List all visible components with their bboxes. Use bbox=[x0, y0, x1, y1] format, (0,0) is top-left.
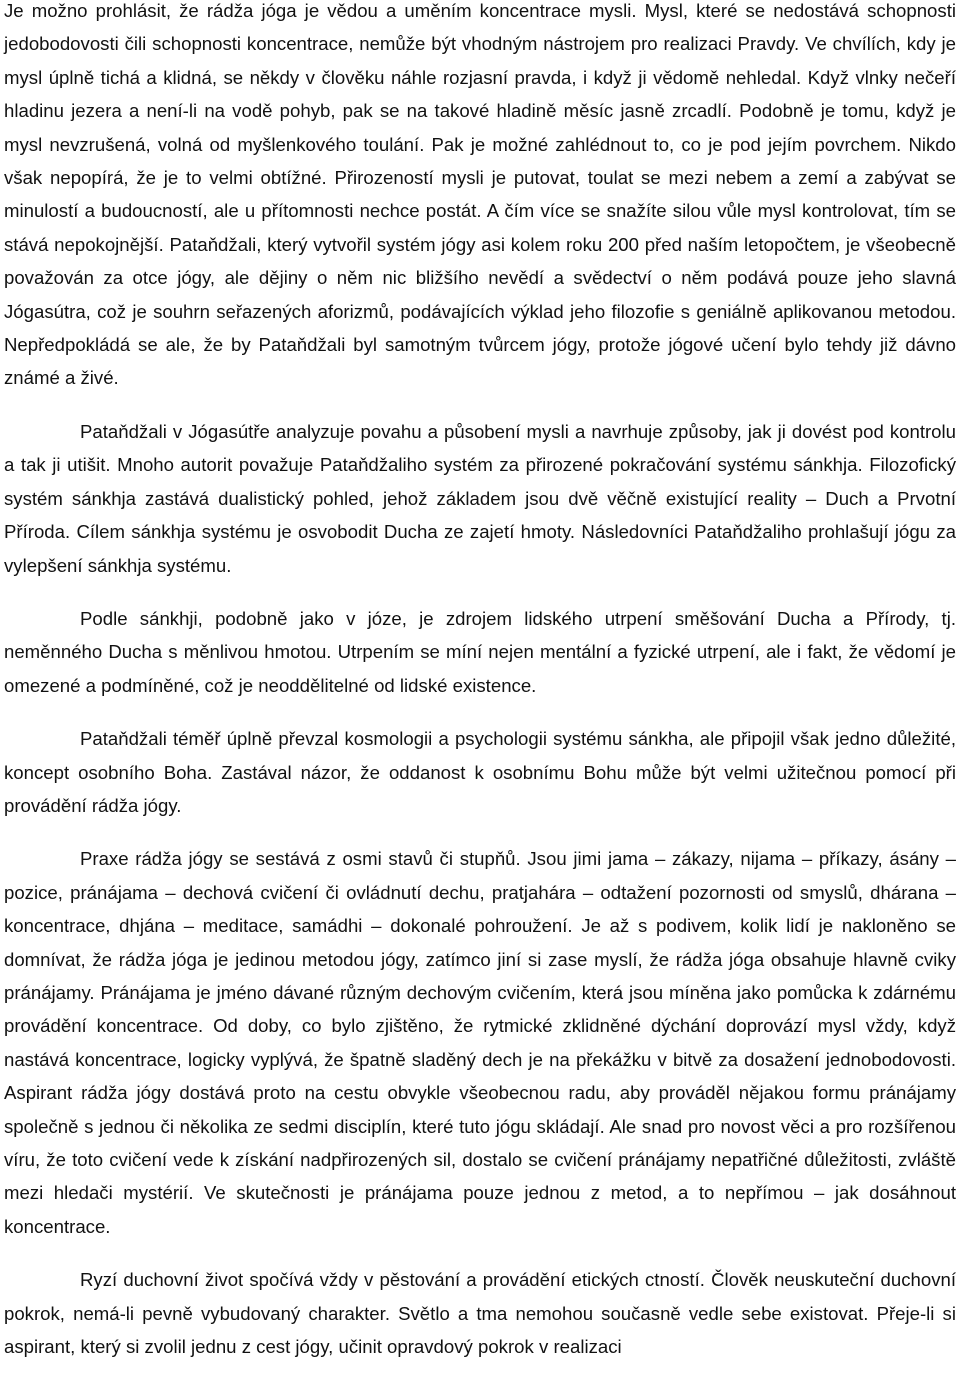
paragraph-1: Je možno prohlásit, že rádža jóga je vědou a uměním koncentrace mysli. Mysl, které se nedostává schopnosti jedobodovosti čili schopnosti koncentrace, nemůže být vhodným nástrojem pro realizaci Pravdy. Ve chvílích, kdy je mysl úplně tichá a klidná, se někdy v člověku náhle rozjasní pravda, i když ji vědomě nehledal. Když vlnky nečeří hladinu jezera a není-li na vodě pohyb, pak se na takové hladině měsíc jasně zrcadlí. Podobně je tomu, když je mysl nevzrušená, volná od myšlenkového toulání. Pak je možné zahlédnout to, co je pod jejím povrchem. Nikdo však nepopírá, že je to velmi obtížné. Přirozeností mysli je putovat, toulat se mezi nebem a zemí a zabývat se minulostí a budoucností, ale u přítomnosti nechce postát. A čím více se snažíte silou vůle mysl kontrolovat, tím se stává nepokojnější. Pataňdžali, který vytvořil systém jógy asi kolem roku 200 před naším letopočtem, je všeobecně považován za otce jógy, ale dějiny o něm nic bližšího nevědí a svědectví o něm podává pouze jeho slavná Jógasútra, což je souhrn seřazených aforizmů, podávajících výklad jeho filozofie s geniálně aplikovanou metodou. Nepředpokládá se ale, že by Pataňdžali byl samotným tvůrcem jógy, protože jógové učení bylo tehdy již dávno známé a živé. bbox=[4, 0, 956, 389]
document-page bbox=[4, 0, 956, 1383]
paragraph-4: Pataňdžali téměř úplně převzal kosmologii a psychologii systému sánkha, ale připojil však jedno důležité, koncept osobního Boha. Zastával názor, že oddanost k osobnímu Bohu může být velmi užitečnou pomocí při provádění rádža jógy. bbox=[4, 728, 956, 816]
paragraph-3: Podle sánkhji, podobně jako v józe, je zdrojem lidského utrpení směšování Ducha a Přírody, tj. neměnného Ducha s měnlivou hmotou. Utrpením se míní nejen mentální a fyzické utrpení, ale i fakt, že vědomí je omezené a podmíněné, což je neoddělitelné od lidské existence. bbox=[4, 607, 956, 696]
paragraph-5: Praxe rádža jógy se sestává z osmi stavů či stupňů. Jsou jimi jama – zákazy, nijama – příkazy, ásány – pozice, pránájama – dechová cvičení či ovládnutí dechu, pratjahára – odtažení pozornosti od smyslů, dhárana – koncentrace, dhjána – meditace, samádhi – dokonalé pohroužení. Je až s podivem, kolik lidí je nakloněno se domnívat, že rádža jóga je jedinou metodou jógy, zatímco jiní si zase myslí, že rádža jóga obsahuje hlavně cviky pránájamy. Pránájama je jméno dávané různým dechovým cvičením, která jsou míněna jako pomůcka k zdárnému provádění koncentrace. Od doby, co bylo zjištěno, že rytmické zklidněné dýchání doprovází mysl vždy, když nastává koncentrace, logicky vyplývá, že špatně sladěný dech je na překážku v bitvě za dosažení jednobodovosti. Aspirant rádža jógy dostává proto na cestu obvykle všeobecnou radu, aby prováděl nějakou formu pránájamy společně s jednou či několika ze sedmi disciplín, které tuto jógu skládají. Ale snad pro novost věci a pro rozšířenou víru, že toto cvičení vede k získání nadpřirozených sil, dostalo se cvičení pránájamy nepatřičné důležitosti, zvláště mezi hledači mystérií. Ve skutečnosti je pránájama pouze jednou z metod, a to nepřímou – jak dosáhnout koncentrace. bbox=[4, 848, 956, 1237]
paragraph-6: Ryzí duchovní život spočívá vždy v pěstování a provádění etických ctností. Člověk neuskuteční duchovní pokrok, nemá-li pevně vybudovaný charakter. Světlo a tma nemohou současně vedle sebe existovat. Přeje-li si aspirant, který si zvolil jednu z cest jógy, učinit opravdový pokrok v realizaci bbox=[4, 1269, 956, 1358]
paragraph-2: Pataňdžali v Jógasútře analyzuje povahu a působení mysli a navrhuje způsoby, jak ji dovést pod kontrolu a tak ji utišit. Mnoho autorit považuje Pataňdžaliho systém za přirozené pokračování systému sánkhja. Filozofický systém sánkhja zastává dualistický pohled, jehož základem jsou dvě věčně existující reality – Duch a Prvotní Příroda. Cílem sánkhja systému je osvobodit Ducha ze zajetí hmoty. Následovníci Pataňdžaliho prohlašují jógu za vylepšení sánkhja systému. bbox=[4, 420, 956, 576]
